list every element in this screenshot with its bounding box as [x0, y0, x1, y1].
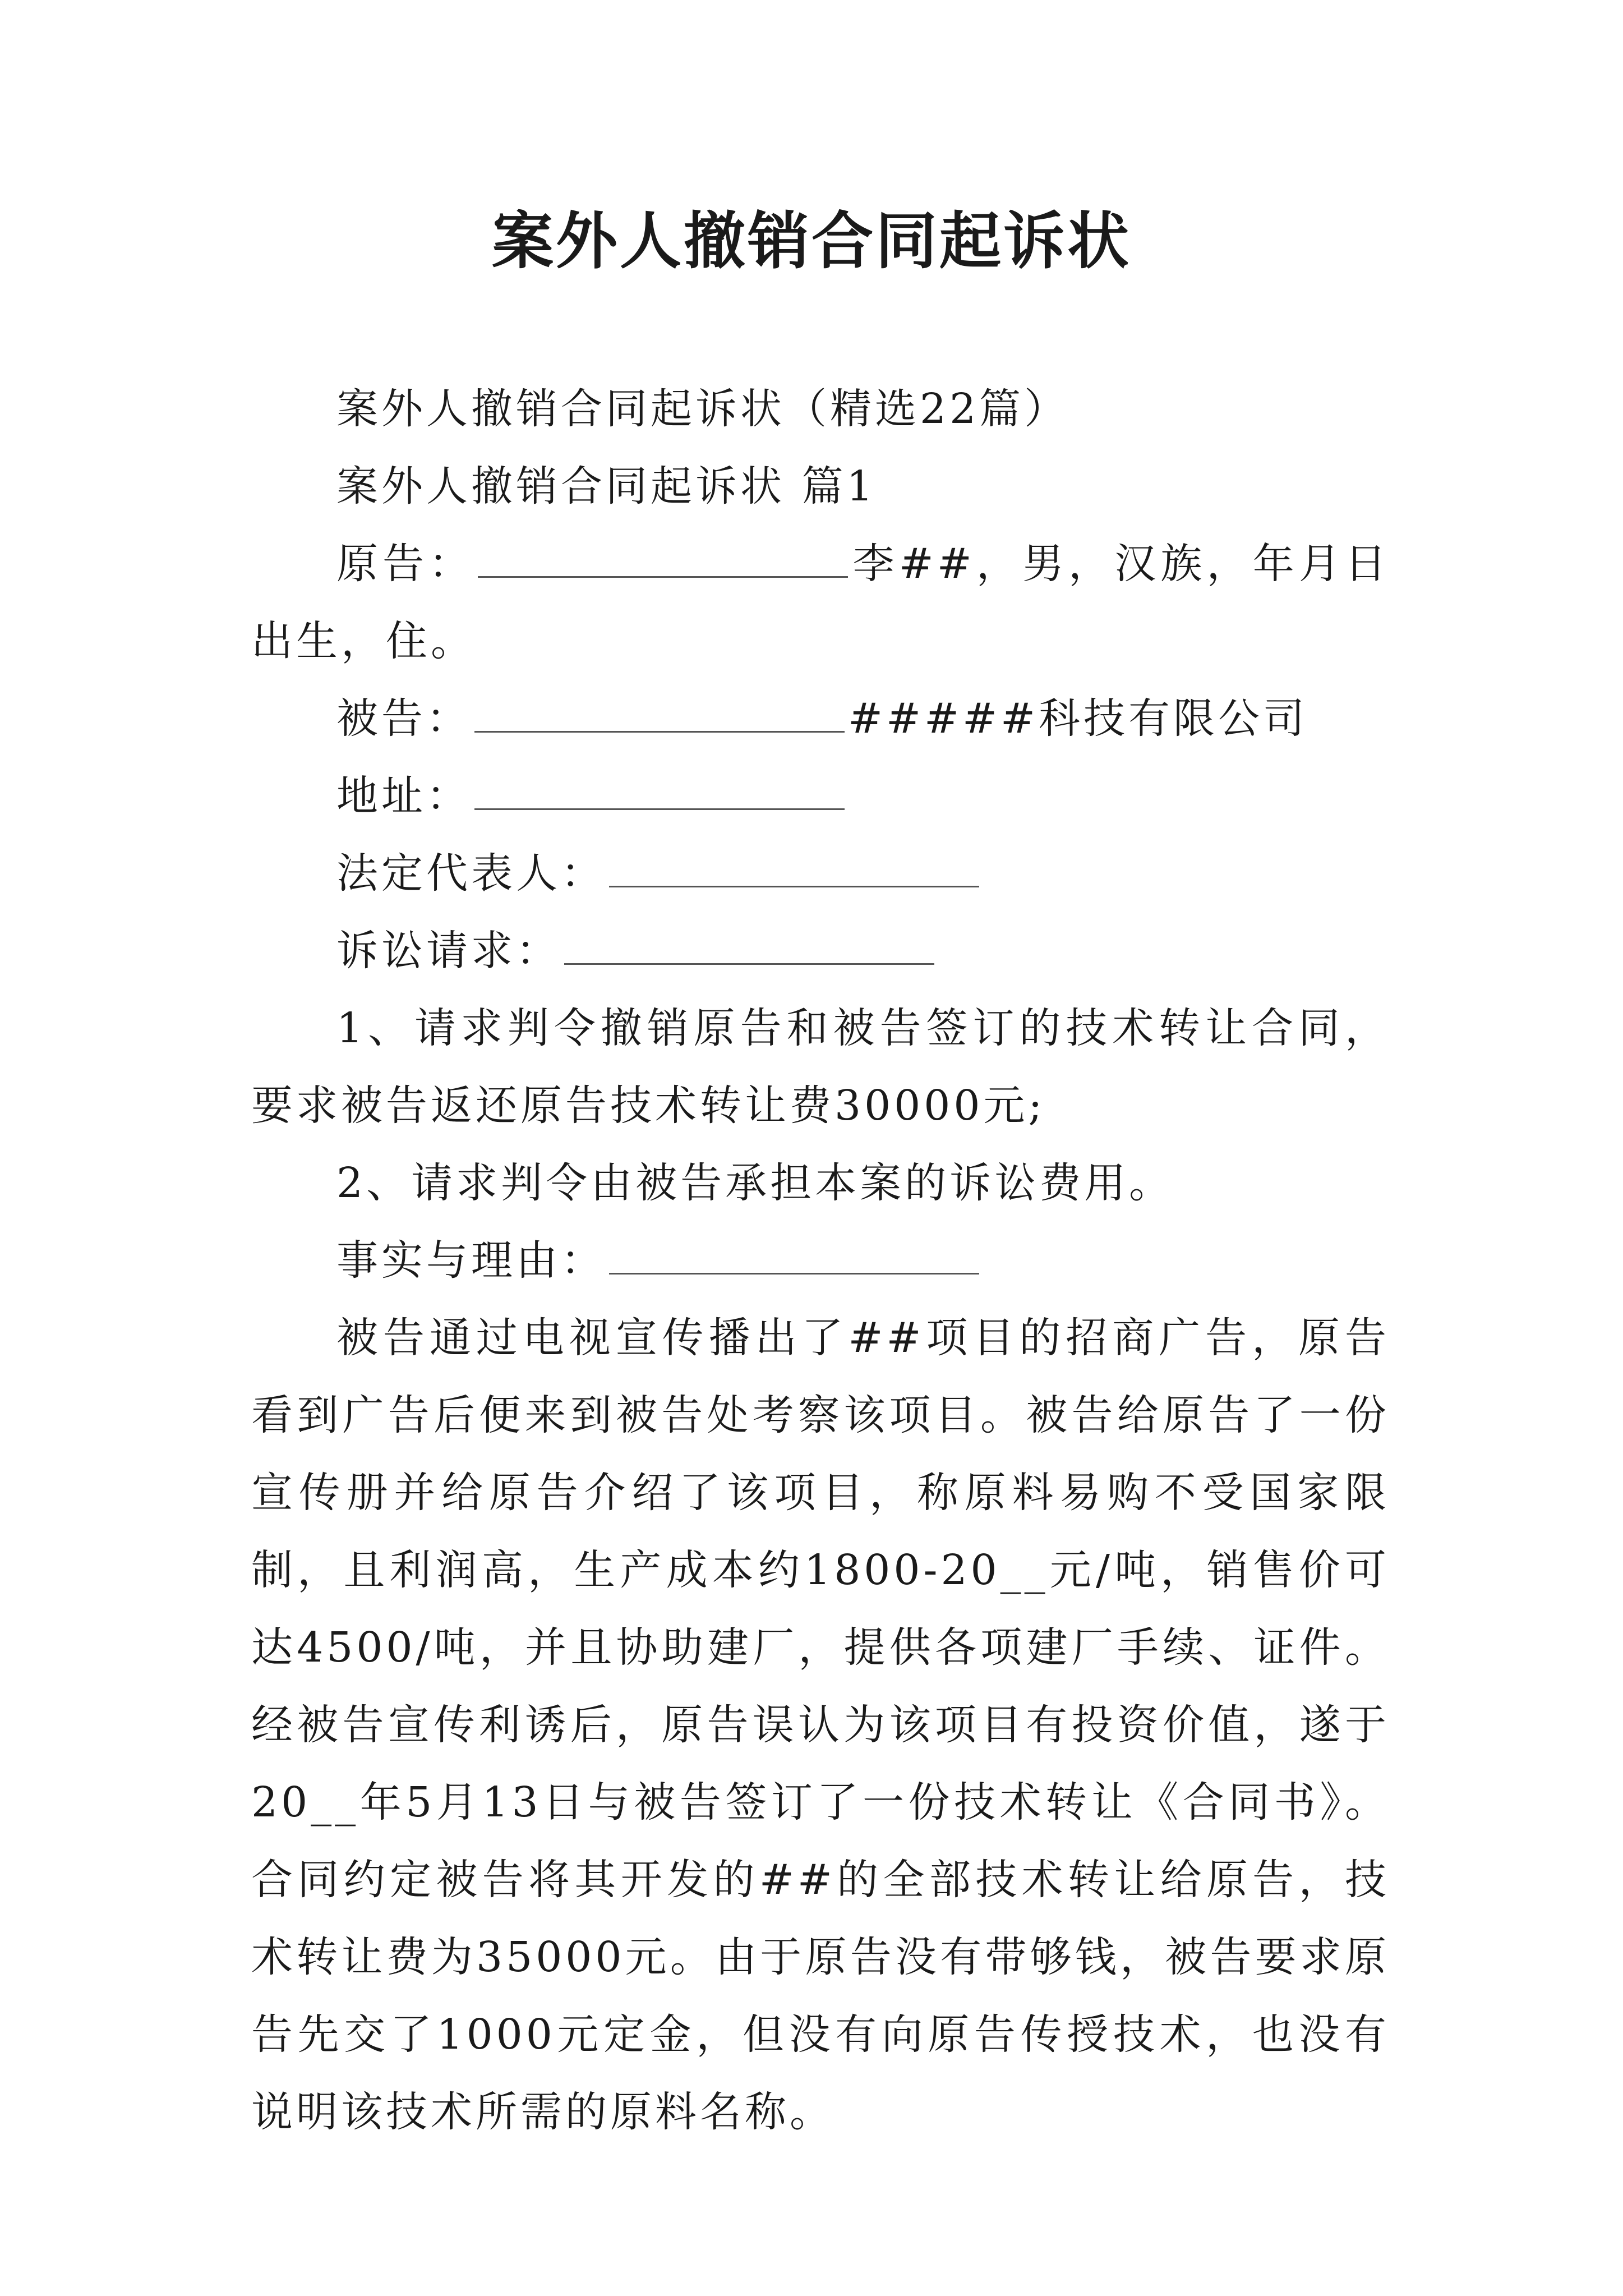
legal-rep-label: 法定代表人：: [336, 849, 606, 898]
document-body: [251, 370, 1390, 2151]
address-line: [251, 757, 1390, 835]
plaintiff-blank: [478, 542, 848, 578]
claim-2: 2、请求判令由被告承担本案的诉讼费用。: [336, 1159, 1174, 1207]
address-label: 地址：: [336, 772, 471, 820]
section-heading: 案外人撤销合同起诉状 篇1: [336, 462, 877, 510]
plaintiff-label: 原告：: [336, 540, 475, 588]
subtitle: 案外人撤销合同起诉状（精选22篇）: [336, 385, 1069, 433]
facts-blank: [609, 1239, 979, 1274]
defendant-line: [251, 680, 1390, 757]
address-blank: [474, 775, 845, 810]
plaintiff-info: 李##，男，汉族，年月日出生，住。: [251, 540, 1390, 665]
legal-rep-blank: [609, 852, 979, 887]
defendant-blank: [474, 697, 845, 733]
defendant-label: 被告：: [336, 694, 471, 743]
plaintiff-line: [251, 525, 1390, 680]
facts-label: 事实与理由：: [336, 1236, 606, 1285]
facts-line: [251, 1222, 1390, 1299]
legal-rep-line: [251, 835, 1390, 912]
document-title: 案外人撤销合同起诉状: [492, 205, 1131, 277]
facts-paragraph: 被告通过电视宣传播出了##项目的招商广告，原告看到广告后便来到被告处考察该项目。被告给原告了一份宣传册并给原告介绍了该项目，称原料易购不受国家限制，且利润高，生产成本约1800-20__元/吨，销售价可达4500/吨，并且协助建厂，提供各项建厂手续、证件。经被告宣传利诱后，原告误认为该项目有投资价值，遂于20__年5月13日与被告签订了一份技术转让《合同书》。合同约定被告将其开发的##的全部技术转让给原告，技术转让费为35000元。由于原告没有带够钱，被告要求原告先交了1000元定金，但没有向原告传授技术，也没有说明该技术所需的原料名称。: [251, 1314, 1390, 2136]
claims-blank: [564, 930, 934, 965]
defendant-info: #####科技有限公司: [848, 694, 1308, 743]
claims-line: [251, 912, 1390, 990]
claim-1: 1、请求判令撤销原告和被告签订的技术转让合同，要求被告返还原告技术转让费30000元;: [251, 1004, 1390, 1130]
claims-label: 诉讼请求：: [336, 927, 561, 975]
